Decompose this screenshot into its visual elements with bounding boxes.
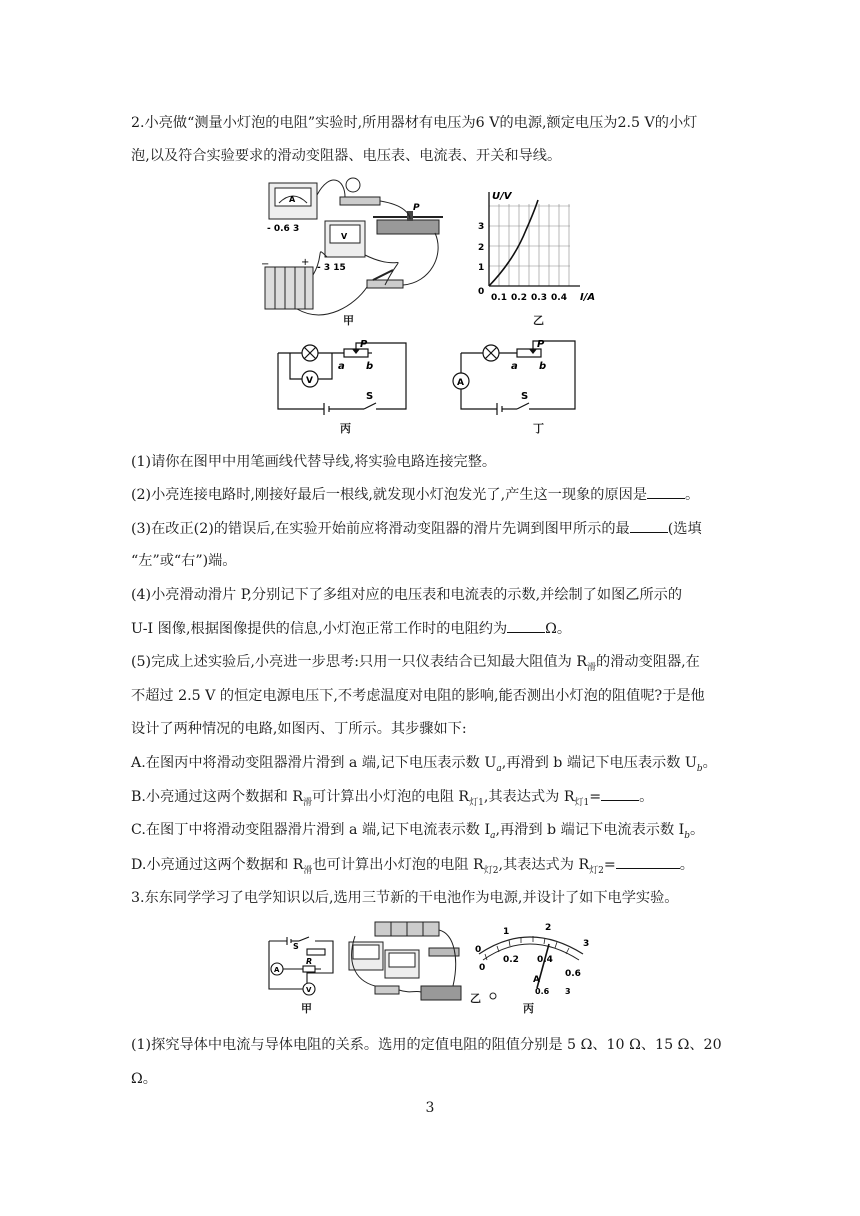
figure-jia-label: 甲 [343,314,354,327]
dial-outer-3: 3 [583,939,590,949]
step-d-mid: 也可计算出小灯泡的电阻 R [312,857,484,873]
q3-jia-a-label: A [274,966,280,974]
sub-deng-text: 灯 [469,797,479,808]
ding-b-label: b [539,361,547,372]
figure-ding-label: 丁 [533,422,544,435]
q2-line-1: 2.小亮做“测量小灯泡的电阻”实验时,所用器材有电压为6 V的电源,额定电压为2.5 V的小灯 [131,115,698,131]
step-a-text: A.在图丙中将滑动变阻器滑片滑到 a 端,记下电压表示数 U [131,755,497,771]
step-c-text: C.在图丁中将滑动变阻器滑片滑到 a 端,记下电流表示数 I [131,822,491,838]
bing-a-label: a [338,361,345,372]
ding-p-label: P [537,339,545,350]
voltmeter-terminal-label: - 3 15 [317,263,346,273]
step-d-mid2: ,其表达式为 R [498,857,590,873]
figure-yi-label: 乙 [533,314,544,327]
q3-line-1: 3.东东同学学习了电学知识以后,选用三节新的干电池作为电源,并设计了如下电学实验。 [131,890,679,906]
q3-figure-bing-dial [465,918,595,1008]
svg-text:−: − [261,259,270,270]
sub-deng-text-d: 灯 [483,865,493,876]
bing-b-label: b [366,361,374,372]
q3-part-1-line-2: Ω。 [131,1071,157,1087]
ding-s-label: S [521,391,529,402]
graph-y-tick-2: 2 [478,243,485,253]
q2-part-3 [131,518,731,539]
q2-part-5-line-2: 不超过 2.5 V 的恒定电源电压下,不考虑温度对电阻的影响,能否测出小灯泡的阻值呢?于是他 [131,688,705,704]
q2-part-5-tail: 的滑动变阻器,在 [596,654,700,670]
dial-outer-1: 1 [503,927,510,937]
q2-part-3-text: (3)在改正(2)的错误后,在实验开始前应将滑动变阻器的滑片先调到图甲所示的最 [131,521,630,537]
q2-part-5-line-3: 设计了两种情况的电路,如图丙、丁所示。其步骤如下: [131,721,467,737]
sub-deng-text-d2: 灯 [589,865,599,876]
figure-bing-circuit [272,337,412,417]
dial-inner-0: 0 [479,963,486,973]
rheostat-slider-label: P [413,203,420,213]
dial-inner-06: 0.6 [565,969,581,979]
dial-unit: A [533,975,540,985]
q2-part-2-text: (2)小亮连接电路时,刚接好最后一根线,就发现小灯泡发光了,产生这一现象的原因是 [131,487,648,503]
figure-jia-apparatus [255,175,445,320]
q3-jia-s-label: S [293,942,299,951]
ammeter-face-label: A [289,195,296,204]
q2-part-4-text: U-I 图像,根据图像提供的信息,小灯泡正常工作时的电阻约为 [131,621,508,637]
graph-y-tick-1: 1 [478,263,485,273]
q2-step-d: D.小亮通过这两个数据和 $R_滑$也可计算出小灯泡的电阻 $R_{灯2}$,其表达式为 $R_{灯2}=$ 。 [131,854,731,881]
sub-a-c: a [490,830,496,841]
q3-figure-jia-label: 甲 [301,1002,312,1015]
sub-deng-1b [575,798,590,808]
q2-part-4-line-2 [131,618,731,639]
q2-part-5 [131,652,731,678]
dial-inner-04: 0.4 [537,955,553,965]
step-b-text: B.小亮通过这两个数据和 R [131,789,304,805]
sub-1: 1 [478,797,484,808]
graph-x-tick-03: 0.3 [531,293,547,303]
graph-x-tick-01: 0.1 [491,293,507,303]
q3-jia-v-label: V [306,986,312,994]
bing-p-label: P [360,339,368,350]
graph-x-tick-02: 0.2 [511,293,527,303]
answer-blank-d[interactable] [616,854,680,869]
q3-figure-jia-circuit [263,933,341,999]
ding-a-label: a [511,361,518,372]
q2-part-4-unit: Ω。 [545,621,572,637]
sub-hua-d: 滑 [303,865,313,876]
u-i-curve [489,200,538,286]
q2-line-2: 泡,以及符合实验要求的滑动变阻器、电压表、电流表、开关和导线。 [131,148,562,164]
sub-deng-2b [589,866,604,876]
step-c-mid: ,再滑到 b 端记下电流表示数 I [495,822,685,838]
q3-jia-r-label: R [306,957,313,966]
step-b-mid2: ,其表达式为 R [483,789,575,805]
sub-deng-2 [484,866,499,876]
q2-part-3-line-2: “左”或“右”)端。 [131,553,237,569]
answer-blank-2[interactable] [647,484,685,499]
dial-outer-0: 0 [475,945,482,955]
sub-2b: 2 [598,865,604,876]
bing-voltmeter-label: V [306,376,313,386]
answer-blank-b[interactable] [601,786,639,801]
page-number: 3 [425,1100,435,1116]
dial-outer-2: 2 [545,923,552,933]
dial-terminal-neg [490,993,496,999]
step-a-mid: ,再滑到 b 端记下电压表示数 U [501,755,697,771]
step-d-text: D.小亮通过这两个数据和 R [131,857,304,873]
answer-blank-3[interactable] [630,518,668,533]
sub-deng-text-b: 灯 [574,797,584,808]
q2-part-4: (4)小亮滑动滑片 P,分别记下了多组对应的电压表和电流表的示数,并绘制了如图乙所示的 [131,587,683,603]
q3-figure-bing-label: 丙 [523,1002,534,1015]
bing-s-label: S [366,391,374,402]
sub-2: 2 [492,865,499,876]
q2-part-3-tail: (选填 [667,521,702,537]
sub-hua: 滑 [587,662,597,673]
sub-1b: 1 [583,797,590,808]
q2-part-1: (1)请你在图甲中用笔画线代替导线,将实验电路连接完整。 [131,454,497,470]
sub-hua-b: 滑 [303,797,313,808]
q3-part-1: (1)探究导体中电流与导体电阻的关系。选用的定值电阻的阻值分别是 5 Ω、10 Ω、15 Ω、20 [131,1037,722,1053]
q3-figure-yi-apparatus [345,920,465,1010]
figure-ding-circuit [445,337,585,417]
sub-b-c: b [684,830,691,841]
sub-a: a [496,763,502,774]
step-b-mid: 可计算出小灯泡的电阻 R [312,789,470,805]
q2-part-2: (2)小亮连接电路时,刚接好最后一根线,就发现小灯泡发光了,产生这一现象的原因是 。 [131,484,731,505]
dial-terminal-06: 0.6 [535,987,550,996]
sub-b: b [696,763,703,774]
answer-blank-4[interactable] [507,618,545,633]
figure-bing-label: 丙 [340,422,351,435]
q2-part-5-text: (5)完成上述实验后,小亮进一步思考:只用一只仪表结合已知最大阻值为 R [131,654,588,670]
q3-figure-yi-label: 乙 [470,992,481,1005]
ding-ammeter-label: A [457,378,464,388]
graph-x-tick-04: 0.4 [551,293,567,303]
graph-x-label: I/A [580,292,596,303]
sub-deng-1 [469,798,484,808]
ammeter-terminal-label: - 0.6 3 [267,224,300,234]
voltmeter-face-label: V [341,232,348,241]
q2-step-c: C.在图丁中将滑动变阻器滑片滑到 a 端,记下电流表示数 $I_a$,再滑到 b 端记下电流表示数 $I_b$。 [131,822,705,841]
figure-yi-graph [474,190,604,306]
svg-text:+: + [301,257,310,268]
graph-y-tick-0: 0 [478,287,485,297]
dial-terminal-3: 3 [565,987,571,996]
q2-step-a: A.在图丙中将滑动变阻器滑片滑到 a 端,记下电压表示数 $U_a$,再滑到 b 端记下电压表示数 $U_b$。 [131,755,717,774]
graph-y-tick-3: 3 [478,222,485,232]
dial-inner-02: 0.2 [503,955,519,965]
graph-y-label: U/V [492,191,512,202]
q2-step-b: B.小亮通过这两个数据和 $R_滑$可计算出小灯泡的电阻 $R_{灯1}$,其表达式为 $R_{灯1}=$ 。 [131,786,731,813]
